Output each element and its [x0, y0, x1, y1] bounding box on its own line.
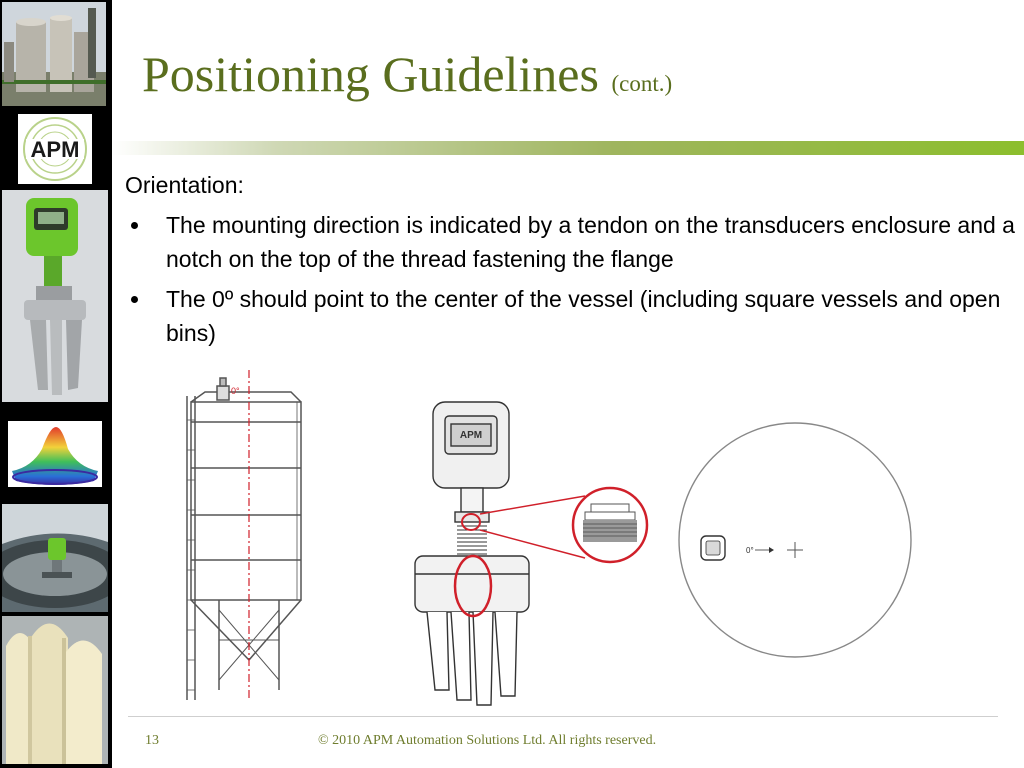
green-sensor-photo	[2, 190, 108, 402]
callout-line-top	[480, 496, 585, 514]
sidebar-logo-text: APM	[30, 137, 80, 162]
sidebar-photo-strip	[0, 0, 112, 768]
footer-divider	[128, 716, 998, 717]
silo-angle-label: 0°	[231, 386, 240, 396]
tendon-detail-callout	[573, 488, 647, 562]
top-view-angle-label: 0°	[746, 546, 754, 555]
bullet-item: The 0º should point to the center of the vessel (including square vessels and open bins)	[125, 282, 1015, 350]
vessel-top-view	[679, 423, 911, 657]
installed-sensor-photo	[2, 504, 108, 612]
title-divider	[112, 141, 1024, 155]
copyright-notice: © 2010 APM Automation Solutions Ltd. All rights reserved.	[318, 733, 657, 748]
apm-logo	[18, 114, 92, 184]
slide-title	[142, 45, 672, 103]
slide-body	[125, 168, 1015, 350]
slide-title-suffix: (cont.)	[611, 71, 673, 96]
bullet-list	[125, 208, 1015, 350]
silo-drawing	[187, 378, 301, 700]
3d-surface-plot-image	[8, 421, 102, 487]
orientation-figure	[165, 360, 925, 721]
page-number: 13	[145, 733, 159, 748]
industrial-silos-photo	[2, 2, 106, 106]
slide-title-main: Positioning Guidelines	[142, 46, 599, 102]
sensor-logo-text: APM	[459, 430, 483, 441]
bullet-item: The mounting direction is indicated by a tendon on the transducers enclosure and a notch on the top of the thread fastening the flange	[125, 208, 1015, 276]
sensor-side-drawing	[415, 402, 529, 705]
orientation-heading: Orientation:	[125, 172, 244, 198]
callout-line-bottom	[480, 530, 585, 558]
white-silos-photo	[2, 616, 108, 764]
